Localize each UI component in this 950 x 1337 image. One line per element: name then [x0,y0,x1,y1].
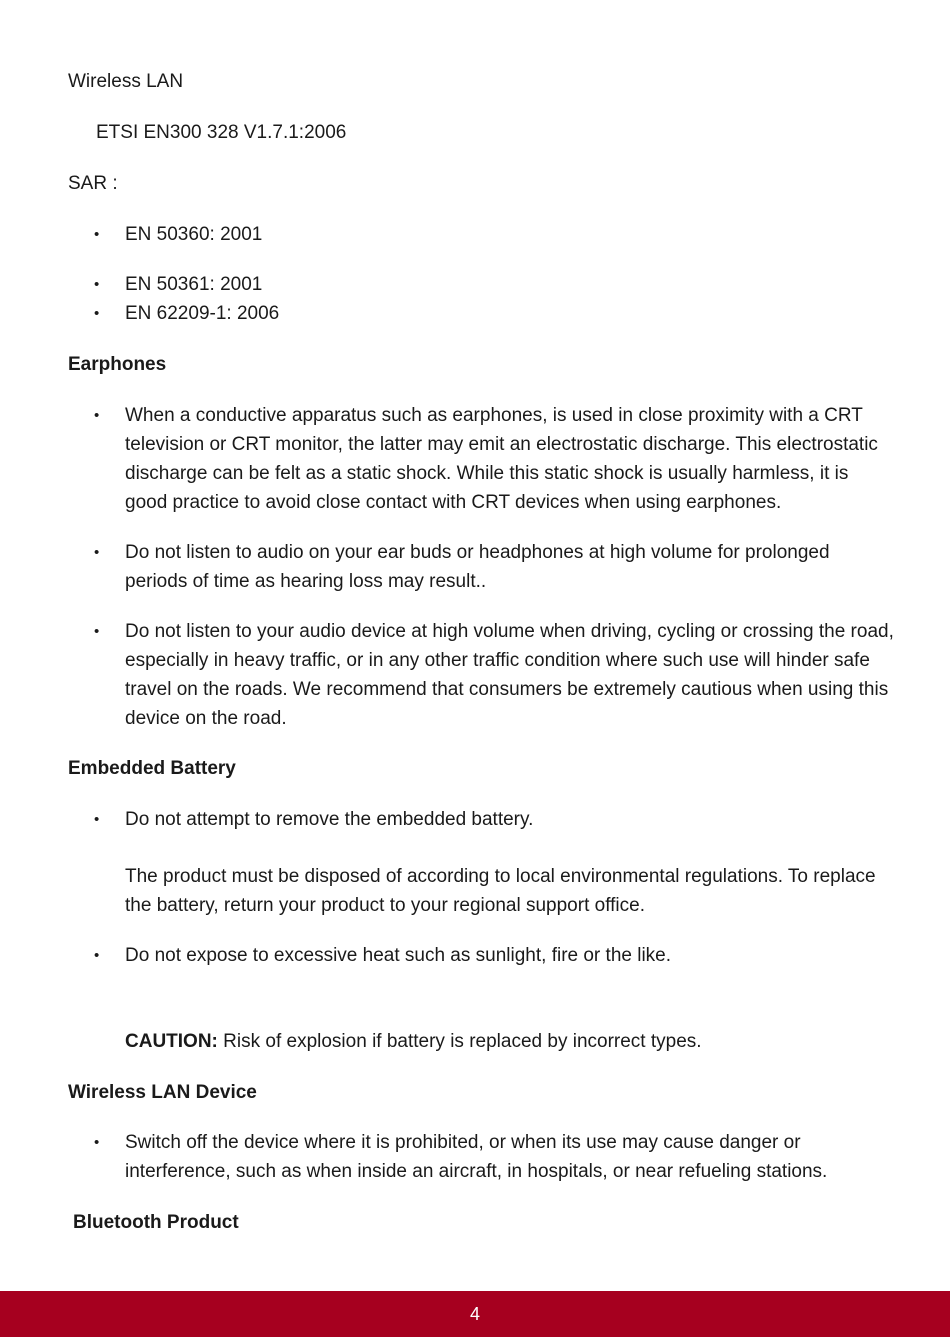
earphones-item: When a conductive apparatus such as earphones, is used in close proximity with a CRT television or CRT monitor, the latter may emit an electrostatic discharge. This electrostatic discharge can be felt as a static shock. While this static shock is usually harmless, it is good practice to avoid close contact with CRT devices when using earphones. [125,405,878,513]
bullet-icon: • [94,811,100,828]
earphones-heading: Earphones [68,354,167,375]
bullet-icon: • [94,1134,100,1151]
sar-item: EN 50361: 2001 [125,274,263,295]
bullet-icon: • [94,407,100,424]
bullet-icon: • [94,276,100,293]
earphones-item: Do not listen to audio on your ear buds or headphones at high volume for prolonged periods of time as hearing loss may result.. [125,542,830,592]
bullet-icon: • [94,947,100,964]
page-number: 4 [469,1304,480,1324]
bullet-icon: • [94,544,100,561]
sar-heading: SAR : [68,173,118,194]
sar-item: EN 50360: 2001 [125,224,263,245]
wlan-standard: ETSI EN300 328 V1.7.1:2006 [96,122,347,143]
battery-item: Do not expose to excessive heat such as sunlight, fire or the like. [125,945,672,966]
earphones-item: Do not listen to your audio device at high volume when driving, cycling or crossing the road, especially in heavy traffic, or in any other traffic condition where such use will hinder safe travel on the roads. We recommend that consumers be extremely cautious when using this device on the road. [125,621,894,729]
battery-heading: Embedded Battery [68,758,236,779]
wlan-heading: Wireless LAN [68,71,184,92]
page-footer [0,1291,950,1337]
wlan-device-heading: Wireless LAN Device [68,1082,257,1103]
caution-label: CAUTION: [125,1031,218,1052]
caution-text: Risk of explosion if battery is replaced by incorrect types. [217,1031,702,1052]
wlan-device-item: Switch off the device where it is prohibited, or when its use may cause danger or interference, such as when inside an aircraft, in hospitals, or near refueling stations. [125,1132,828,1182]
bullet-icon: • [94,226,100,243]
bluetooth-heading: Bluetooth Product [73,1212,239,1233]
battery-note: The product must be disposed of according to local environmental regulations. To replace the battery, return your product to your regional support office. [125,866,876,916]
bullet-icon: • [94,305,100,322]
sar-item: EN 62209-1: 2006 [125,303,280,324]
caution-line [125,1027,702,1056]
bullet-icon: • [94,623,100,640]
battery-item: Do not attempt to remove the embedded battery. [125,809,534,830]
